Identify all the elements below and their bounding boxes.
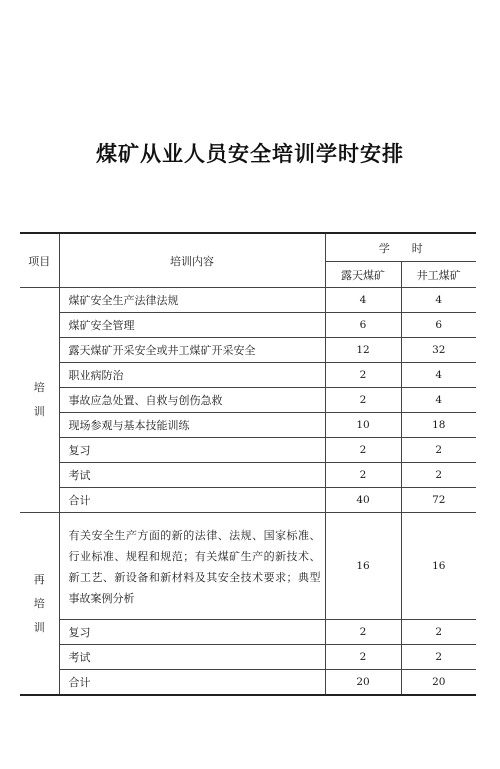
table-row <box>20 388 476 413</box>
table-row <box>20 363 476 388</box>
table-row <box>20 513 476 620</box>
row-open-pit-hours: 2 <box>325 620 401 645</box>
category-retraining <box>20 513 59 696</box>
row-underground-hours: 2 <box>401 463 476 488</box>
row-content: 考试 <box>59 463 325 488</box>
row-underground-hours: 72 <box>401 488 476 513</box>
header-hours: 学时 <box>325 233 476 262</box>
row-content: 考试 <box>59 645 325 670</box>
row-underground-hours: 16 <box>401 513 476 620</box>
header-open-pit: 露天煤矿 <box>325 262 401 288</box>
row-content: 复习 <box>59 438 325 463</box>
page-title: 煤矿从业人员安全培训学时安排 <box>96 141 404 166</box>
table-row <box>20 413 476 438</box>
row-underground-hours: 18 <box>401 413 476 438</box>
row-underground-hours: 2 <box>401 438 476 463</box>
row-open-pit-hours: 10 <box>325 413 401 438</box>
header-row-top <box>20 233 476 262</box>
row-open-pit-hours: 2 <box>325 463 401 488</box>
row-open-pit-hours: 6 <box>325 313 401 338</box>
header-underground: 井工煤矿 <box>401 262 476 288</box>
row-underground-hours: 4 <box>401 363 476 388</box>
row-content: 事故应急处置、自救与创伤急救 <box>59 388 325 413</box>
row-content: 煤矿安全管理 <box>59 313 325 338</box>
row-underground-hours: 2 <box>401 620 476 645</box>
row-open-pit-hours: 2 <box>325 645 401 670</box>
row-content: 有关安全生产方面的新的法律、法规、国家标准、行业标准、规程和规范；有关煤矿生产的新技术、新工艺、新设备和新材料及其安全技术要求；典型事故案例分析 <box>59 513 325 620</box>
category-label: 培训 <box>33 381 45 418</box>
row-content: 露天煤矿开采安全或井工煤矿开采安全 <box>59 338 325 363</box>
row-open-pit-hours: 16 <box>325 513 401 620</box>
table-row <box>20 288 476 313</box>
category-training <box>20 288 59 513</box>
row-open-pit-hours: 40 <box>325 488 401 513</box>
row-content: 复习 <box>59 620 325 645</box>
header-content: 培训内容 <box>59 233 325 288</box>
table-row <box>20 313 476 338</box>
table-row <box>20 463 476 488</box>
row-open-pit-hours: 12 <box>325 338 401 363</box>
row-open-pit-hours: 20 <box>325 670 401 696</box>
row-underground-hours: 4 <box>401 288 476 313</box>
table-row <box>20 620 476 645</box>
table-row <box>20 438 476 463</box>
category-label: 再培训 <box>33 572 45 634</box>
row-underground-hours: 6 <box>401 313 476 338</box>
row-underground-hours: 20 <box>401 670 476 696</box>
row-open-pit-hours: 2 <box>325 438 401 463</box>
row-content: 现场参观与基本技能训练 <box>59 413 325 438</box>
row-underground-hours: 32 <box>401 338 476 363</box>
table-row <box>20 338 476 363</box>
table-row <box>20 645 476 670</box>
row-open-pit-hours: 2 <box>325 388 401 413</box>
row-content: 职业病防治 <box>59 363 325 388</box>
row-content: 合计 <box>59 488 325 513</box>
table-row-total <box>20 670 476 696</box>
training-hours-table <box>20 232 476 696</box>
header-item: 项目 <box>20 233 59 288</box>
row-underground-hours: 4 <box>401 388 476 413</box>
row-open-pit-hours: 2 <box>325 363 401 388</box>
row-content: 煤矿安全生产法律法规 <box>59 288 325 313</box>
row-underground-hours: 2 <box>401 645 476 670</box>
row-content: 合计 <box>59 670 325 696</box>
row-open-pit-hours: 4 <box>325 288 401 313</box>
table-row-total <box>20 488 476 513</box>
